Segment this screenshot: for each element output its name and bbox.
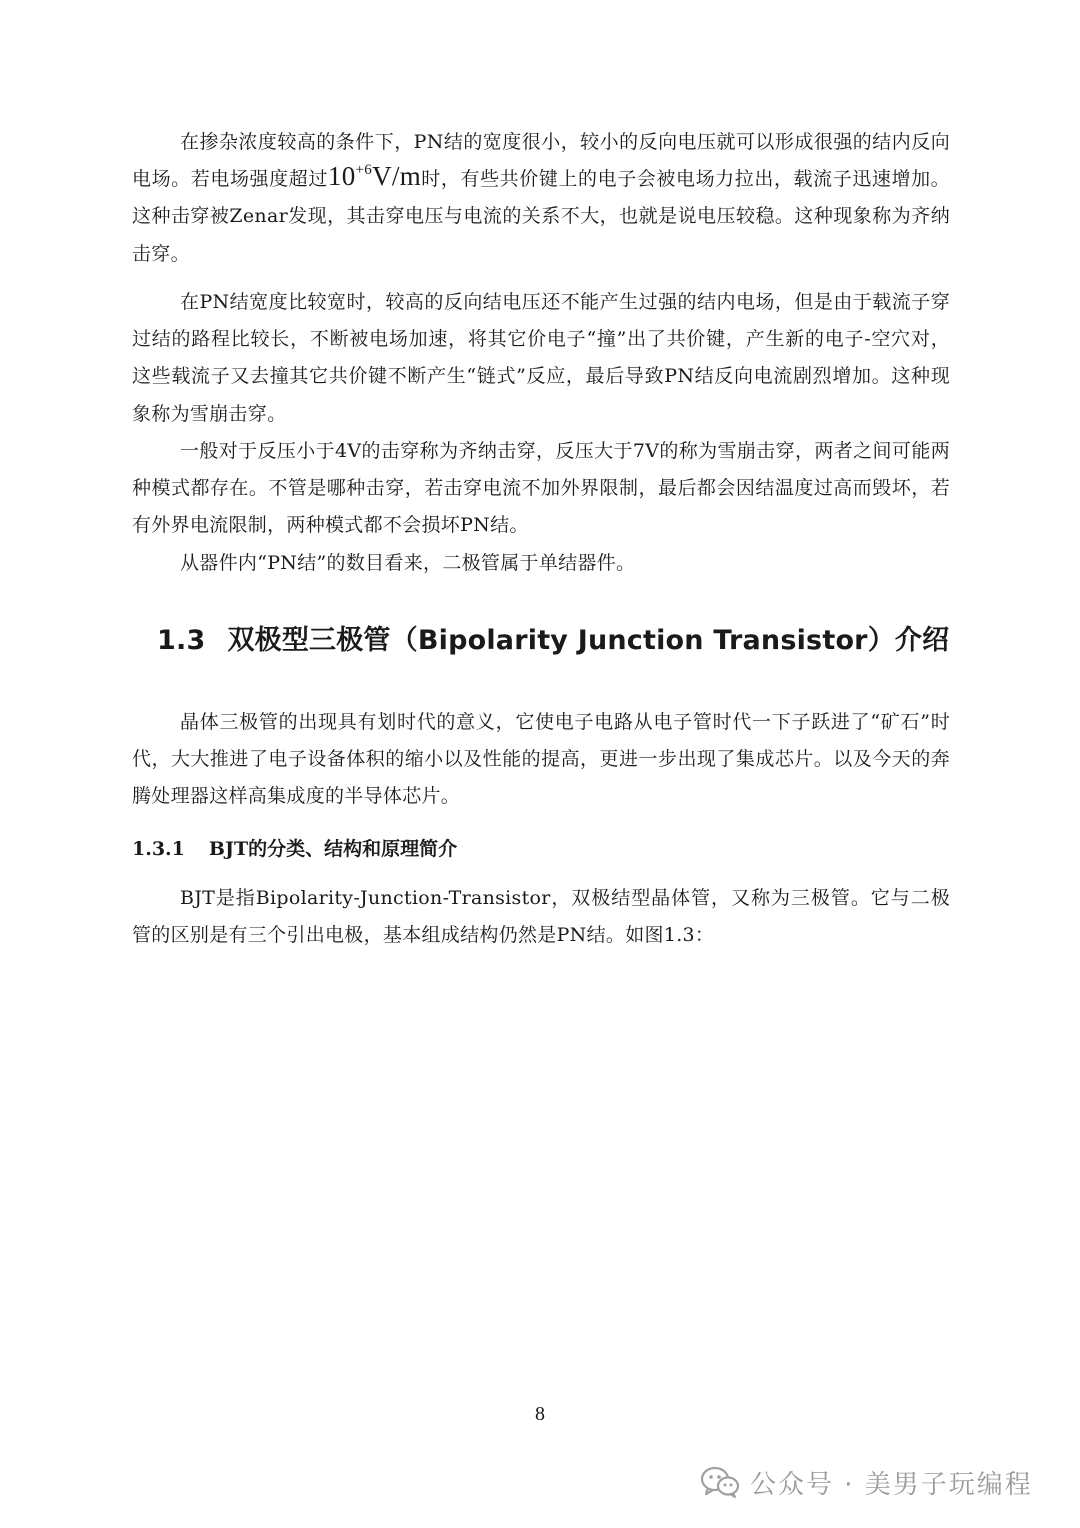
paragraph-single-junction: 从器件内“PN结”的数目看来，二极管属于单结器件。 xyxy=(180,552,636,574)
field-strength-value xyxy=(328,161,421,191)
subsection-title: BJT的分类、结构和原理简介 xyxy=(208,838,458,860)
paragraph-avalanche-breakdown: 在PN结宽度比较宽时，较高的反向结电压还不能产生过强的结内电场，但是由于载流子穿过结的路程比较长，不断被电场加速，将其它价电子“撞”出了共价键，产生新的电子-空穴对，这些载流子又去撞其它共价键不断产生“链式”反应，最后导致PN结反向电流剧烈增加。这种现象称为雪崩击穿。 xyxy=(132,291,950,425)
paragraph-text: 时，有些共价键上的电子会被电场力拉出，载流子迅速增加。这种击穿被Zenar发现，其击穿电压与电流的关系不大，也就是说电压较稳。这种现象称为齐纳击穿。 xyxy=(132,168,950,265)
field-strength-base: 10 xyxy=(327,161,356,192)
section-title: 双极型三极管（Bipolarity Junction Transistor）介绍 xyxy=(227,625,950,656)
field-strength-exponent: +6 xyxy=(355,162,373,179)
subsection-heading xyxy=(132,834,457,861)
wechat-icon xyxy=(700,1465,740,1499)
watermark xyxy=(700,1462,1033,1502)
subsection-number: 1.3.1 xyxy=(132,838,185,860)
paragraph-breakdown-voltage: 一般对于反压小于4V的击穿称为齐纳击穿，反压大于7V的称为雪崩击穿，两者之间可能两种模式都存在。不管是哪种击穿，若击穿电流不加外界限制，最后都会因结温度过高而毁坏，若有外界电流限制，两种模式都不会损坏PN结。 xyxy=(132,440,950,537)
watermark-text: 公众号 · 美男子玩编程 xyxy=(750,1469,1033,1500)
section-heading xyxy=(157,618,949,657)
paragraph-text: 在掺杂浓度较高的条件下，PN结的宽度很小，较小的反向电压就可以形成很强的结内反向电场。若电场强度超过 xyxy=(132,131,950,191)
section-number: 1.3 xyxy=(157,625,206,656)
paragraph-bjt-definition: BJT是指Bipolarity-Junction-Transistor，双极结型晶体管，又称为三极管。它与二极管的区别是有三个引出电极，基本组成结构仍然是PN结。如图1.3： xyxy=(132,887,950,947)
field-strength-unit: V/m xyxy=(372,161,421,192)
paragraph-transistor-intro: 晶体三极管的出现具有划时代的意义，它使电子电路从电子管时代一下子跃进了“矿石”时代，大大推进了电子设备体积的缩小以及性能的提高，更进一步出现了集成芯片。以及今天的奔腾处理器这样高集成度的半导体芯片。 xyxy=(132,711,950,808)
paragraph-zener-breakdown xyxy=(132,124,950,273)
page-number: 8 xyxy=(535,1403,545,1425)
